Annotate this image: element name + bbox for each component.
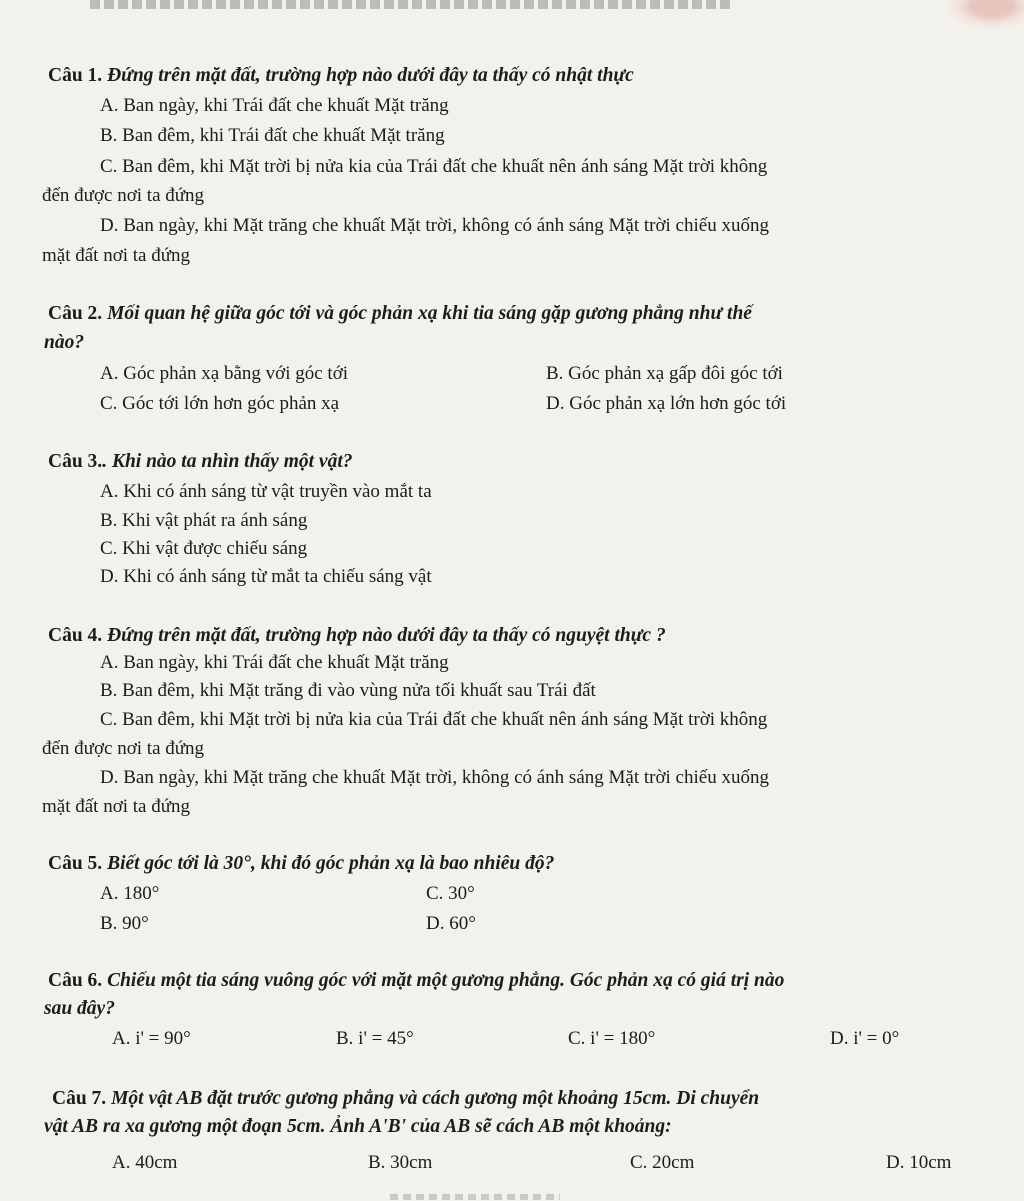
q1-option-d-cont: mặt đất nơi ta đứng bbox=[42, 245, 191, 266]
q2-option-c: C. Góc tới lớn hơn góc phản xạ bbox=[100, 393, 340, 414]
q2-option-d: D. Góc phản xạ lớn hơn góc tới bbox=[546, 393, 787, 414]
q5-option-d: D. 60° bbox=[426, 913, 476, 934]
q3-option-c: C. Khi vật được chiếu sáng bbox=[100, 538, 308, 559]
q4-option-d-cont: mặt đất nơi ta đứng bbox=[42, 796, 191, 817]
q3-option-a: A. Khi có ánh sáng từ vật truyền vào mắt ta bbox=[100, 481, 432, 502]
q4-option-a: A. Ban ngày, khi Trái đất che khuất Mặt trăng bbox=[100, 652, 449, 673]
question-4-stem: Câu 4. Đứng trên mặt đất, trường hợp nào dưới đây ta thấy có nguyệt thực ? bbox=[48, 625, 666, 646]
q3-option-b: B. Khi vật phát ra ánh sáng bbox=[100, 510, 308, 531]
q2-option-b: B. Góc phản xạ gấp đôi góc tới bbox=[546, 363, 783, 384]
q5-option-b: B. 90° bbox=[100, 913, 149, 934]
q4-option-c: C. Ban đêm, khi Mặt trời bị nửa kia của Trái đất che khuất nên ánh sáng Mặt trời không bbox=[100, 709, 768, 730]
q5-option-a: A. 180° bbox=[100, 883, 160, 904]
q6-option-a: A. i' = 90° bbox=[112, 1028, 191, 1049]
q7-option-c: C. 20cm bbox=[630, 1152, 695, 1173]
q1-option-a: A. Ban ngày, khi Trái đất che khuất Mặt trăng bbox=[100, 95, 449, 116]
question-2-stem: Câu 2. Mối quan hệ giữa góc tới và góc phản xạ khi tia sáng gặp gương phẳng như thế bbox=[48, 303, 752, 324]
q1-option-d: D. Ban ngày, khi Mặt trăng che khuất Mặt trời, không có ánh sáng Mặt trời chiếu xuống bbox=[100, 215, 769, 236]
q7-option-d: D. 10cm bbox=[886, 1152, 952, 1173]
q6-option-d: D. i' = 0° bbox=[830, 1028, 900, 1049]
q7-option-a: A. 40cm bbox=[112, 1152, 178, 1173]
q3-option-d: D. Khi có ánh sáng từ mắt ta chiếu sáng vật bbox=[100, 566, 432, 587]
question-3-stem: Câu 3.. Khi nào ta nhìn thấy một vật? bbox=[48, 451, 353, 472]
q5-option-c: C. 30° bbox=[426, 883, 475, 904]
q2-option-a: A. Góc phản xạ bằng với góc tới bbox=[100, 363, 349, 384]
question-5-stem: Câu 5. Biết góc tới là 30°, khi đó góc phản xạ là bao nhiêu độ? bbox=[48, 853, 555, 874]
question-7-stem-cont: vật AB ra xa gương một đoạn 5cm. Ảnh A'B' của AB sẽ cách AB một khoảng: bbox=[44, 1116, 672, 1137]
question-6-stem: Câu 6. Chiếu một tia sáng vuông góc với mặt một gương phẳng. Góc phản xạ có giá trị nào bbox=[48, 970, 785, 991]
q6-option-c: C. i' = 180° bbox=[568, 1028, 656, 1049]
question-6-stem-cont: sau đây? bbox=[44, 998, 115, 1019]
question-7-stem: Câu 7. Một vật AB đặt trước gương phẳng và cách gương một khoảng 15cm. Di chuyển bbox=[52, 1088, 760, 1109]
cropped-footer-strip bbox=[390, 1194, 560, 1200]
q1-option-c-cont: đến được nơi ta đứng bbox=[42, 185, 205, 206]
q1-option-c: C. Ban đêm, khi Mặt trời bị nửa kia của Trái đất che khuất nên ánh sáng Mặt trời không bbox=[100, 156, 768, 177]
question-2-stem-cont: nào? bbox=[44, 332, 85, 353]
corner-decoration bbox=[944, 0, 1024, 30]
q7-option-b: B. 30cm bbox=[368, 1152, 433, 1173]
q4-option-d: D. Ban ngày, khi Mặt trăng che khuất Mặt trời, không có ánh sáng Mặt trời chiếu xuống bbox=[100, 767, 769, 788]
question-1-stem: Câu 1. Đứng trên mặt đất, trường hợp nào dưới đây ta thấy có nhật thực bbox=[48, 65, 634, 86]
q4-option-b: B. Ban đêm, khi Mặt trăng đi vào vùng nửa tối khuất sau Trái đất bbox=[100, 680, 596, 701]
q1-option-b: B. Ban đêm, khi Trái đất che khuất Mặt trăng bbox=[100, 125, 445, 146]
q4-option-c-cont: đến được nơi ta đứng bbox=[42, 738, 205, 759]
q6-option-b: B. i' = 45° bbox=[336, 1028, 414, 1049]
cropped-header-strip bbox=[90, 0, 730, 9]
